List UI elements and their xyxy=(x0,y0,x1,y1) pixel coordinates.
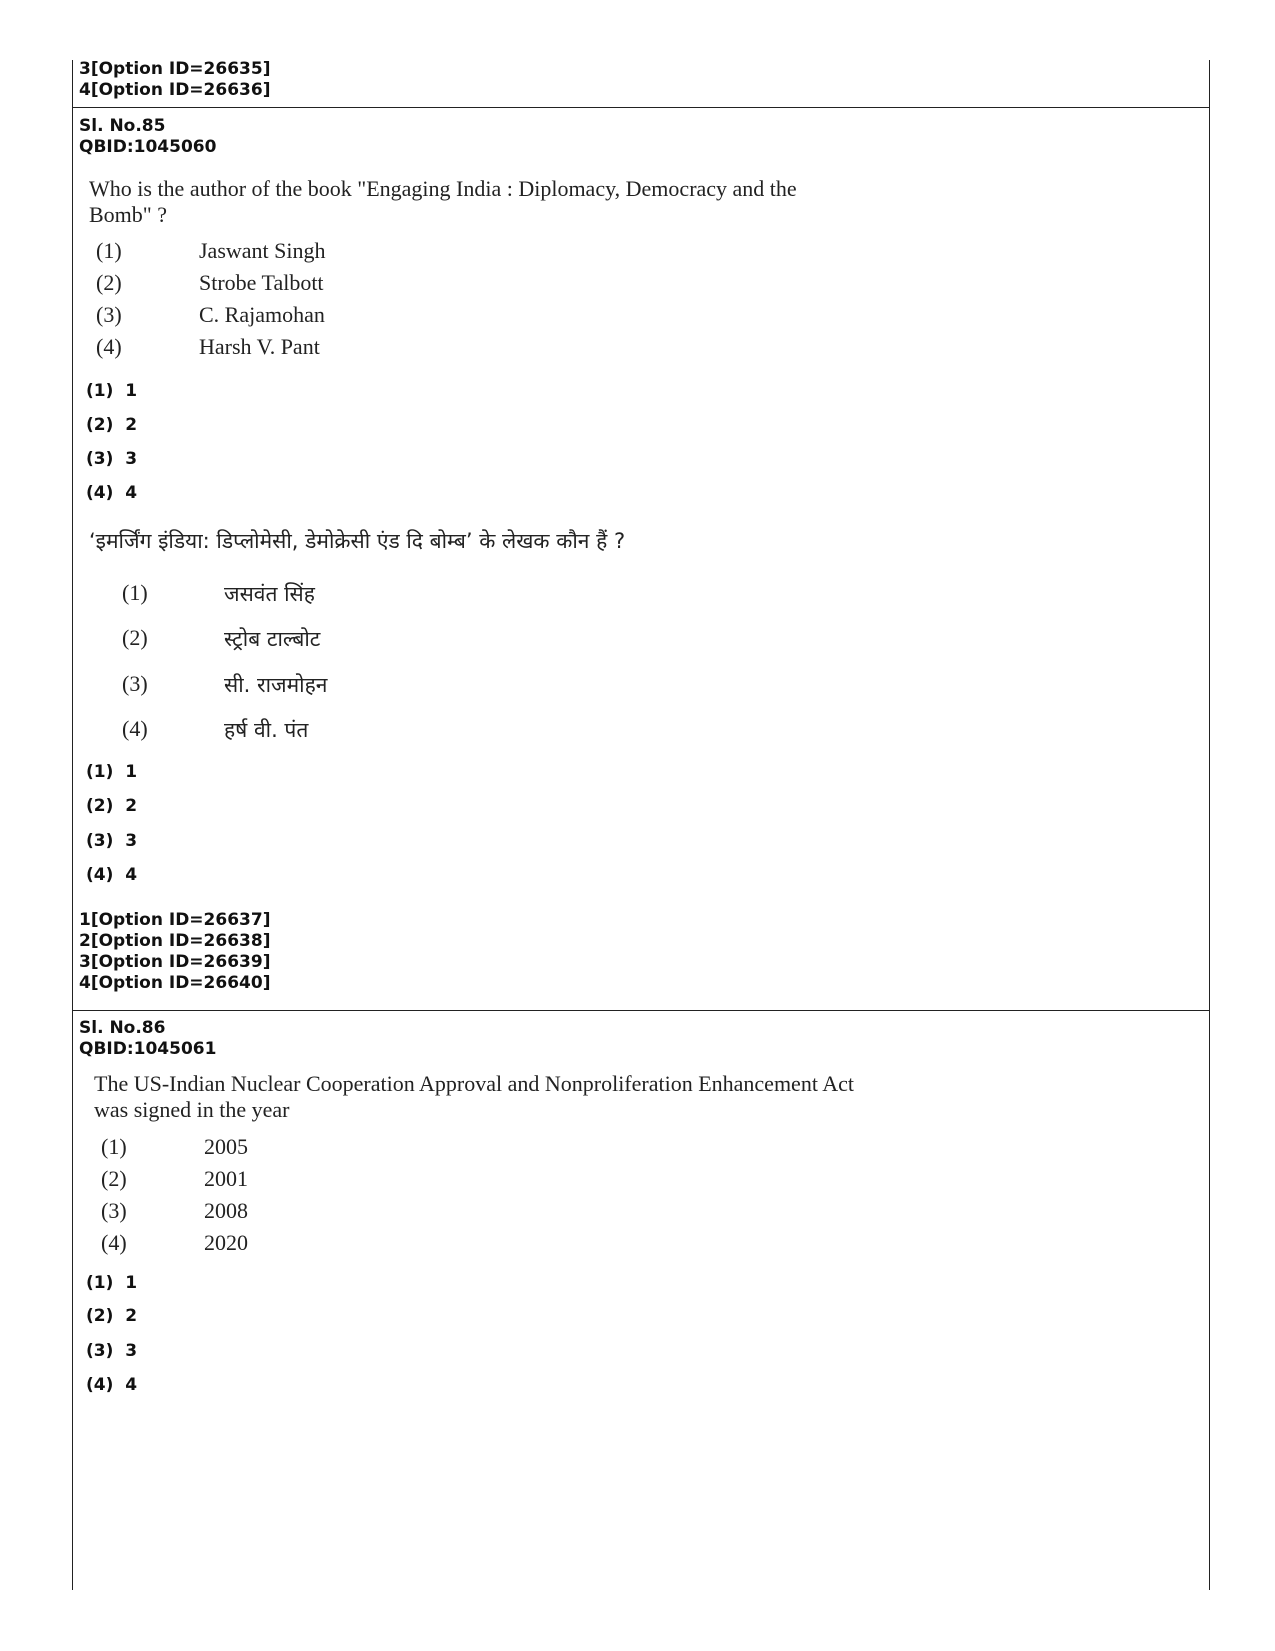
answer-choice[interactable]: (1) 1 xyxy=(86,381,138,401)
option-id-line: 4[Option ID=26636] xyxy=(79,80,271,100)
option-text: Harsh V. Pant xyxy=(199,334,320,359)
question-text-hindi: ‘इमर्जिंग इंडिया: डिप्लोमेसी, डेमोक्रेसी एंड दि बोम्ब’ के लेखक कौन हैं ? xyxy=(89,529,626,553)
question-text: Who is the author of the book "Engaging India : Diplomacy, Democracy and the xyxy=(89,176,797,201)
option-number: (2) xyxy=(101,1166,127,1191)
divider xyxy=(72,107,1210,108)
option-number: (4) xyxy=(101,1230,127,1255)
option-number: (2) xyxy=(122,625,148,650)
option-number: (3) xyxy=(122,671,148,696)
option-number: (1) xyxy=(101,1134,127,1159)
option-id-line: 4[Option ID=26640] xyxy=(79,973,271,993)
qbid: QBID:1045060 xyxy=(79,137,217,157)
option-text-hindi: सी. राजमोहन xyxy=(224,673,328,697)
serial-number: Sl. No.85 xyxy=(79,116,166,136)
question-text: The US-Indian Nuclear Cooperation Approval and Nonproliferation Enhancement Act xyxy=(94,1071,854,1096)
option-text-hindi: स्ट्रोब टाल्बोट xyxy=(224,627,321,651)
question-text: Bomb" ? xyxy=(89,202,168,227)
answer-choice[interactable]: (4) 4 xyxy=(86,1375,138,1395)
answer-choice[interactable]: (3) 3 xyxy=(86,449,138,469)
option-text: 2008 xyxy=(204,1198,248,1223)
answer-choice[interactable]: (4) 4 xyxy=(86,483,138,503)
qbid: QBID:1045061 xyxy=(79,1039,217,1059)
question-text: was signed in the year xyxy=(94,1097,290,1122)
divider xyxy=(72,1010,1210,1011)
option-text: 2001 xyxy=(204,1166,248,1191)
answer-choice[interactable]: (3) 3 xyxy=(86,1341,138,1361)
option-text: C. Rajamohan xyxy=(199,302,325,327)
option-id-line: 2[Option ID=26638] xyxy=(79,931,271,951)
option-id-line: 1[Option ID=26637] xyxy=(79,910,271,930)
option-id-line: 3[Option ID=26639] xyxy=(79,952,271,972)
option-text-hindi: हर्ष वी. पंत xyxy=(224,718,309,742)
serial-number: Sl. No.86 xyxy=(79,1018,166,1038)
option-number: (4) xyxy=(96,334,122,359)
answer-choice[interactable]: (2) 2 xyxy=(86,796,138,816)
option-text: Strobe Talbott xyxy=(199,270,324,295)
option-number: (3) xyxy=(96,302,122,327)
option-text: Jaswant Singh xyxy=(199,238,326,263)
option-id-line: 3[Option ID=26635] xyxy=(79,59,271,79)
answer-choice[interactable]: (3) 3 xyxy=(86,831,138,851)
option-number: (1) xyxy=(122,580,148,605)
answer-choice[interactable]: (1) 1 xyxy=(86,762,138,782)
answer-choice[interactable]: (2) 2 xyxy=(86,415,138,435)
answer-choice[interactable]: (1) 1 xyxy=(86,1273,138,1293)
option-number: (1) xyxy=(96,238,122,263)
option-number: (3) xyxy=(101,1198,127,1223)
option-text: 2020 xyxy=(204,1230,248,1255)
option-number: (4) xyxy=(122,716,148,741)
option-number: (2) xyxy=(96,270,122,295)
option-text-hindi: जसवंत सिंह xyxy=(224,582,315,606)
answer-choice[interactable]: (2) 2 xyxy=(86,1306,138,1326)
answer-choice[interactable]: (4) 4 xyxy=(86,865,138,885)
option-text: 2005 xyxy=(204,1134,248,1159)
